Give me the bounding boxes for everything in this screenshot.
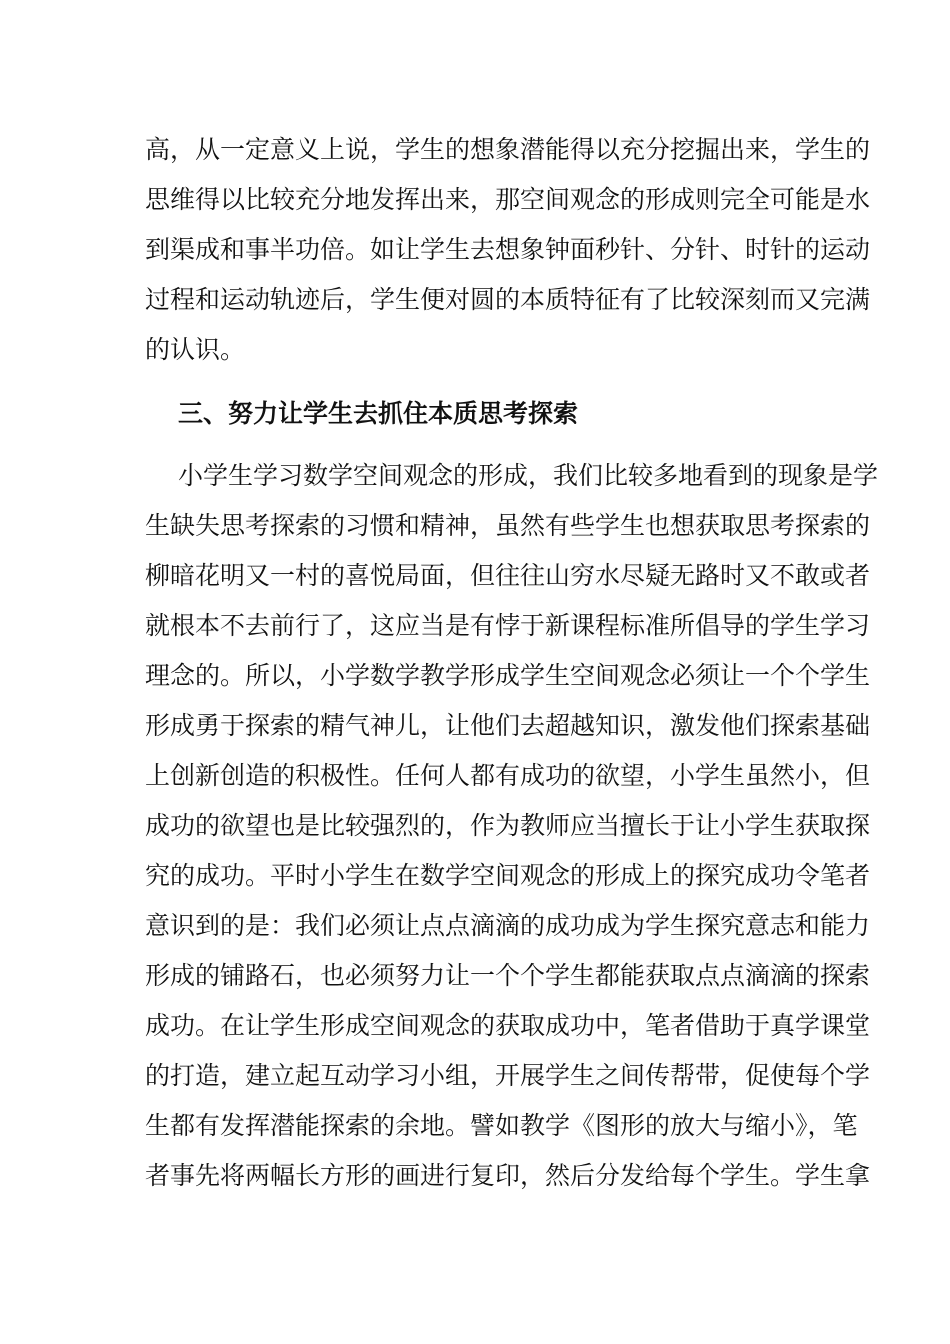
- text-line: 到渠成和事半功倍。如让学生去想象钟面秒针、分针、时针的运动: [145, 235, 871, 264]
- text-line: 生缺失思考探索的习惯和精神，虽然有些学生也想获取思考探索的: [145, 511, 871, 540]
- text-line: 思维得以比较充分地发挥出来，那空间观念的形成则完全可能是水: [145, 185, 871, 214]
- text-line: 究的成功。平时小学生在数学空间观念的形成上的探究成功令笔者: [145, 861, 871, 890]
- text-line: 意识到的是：我们必须让点点滴滴的成功成为学生探究意志和能力: [145, 911, 871, 940]
- text-line: 小学生学习数学空间观念的形成，我们比较多地看到的现象是学: [178, 461, 879, 490]
- text-line: 者事先将两幅长方形的画进行复印，然后分发给每个学生。学生拿: [145, 1161, 871, 1190]
- text-line: 柳暗花明又一村的喜悦局面，但往往山穷水尽疑无路时又不敢或者: [145, 561, 871, 590]
- text-line: 成功的欲望也是比较强烈的，作为教师应当擅长于让小学生获取探: [145, 811, 871, 840]
- text-line: 过程和运动轨迹后，学生便对圆的本质特征有了比较深刻而又完满: [145, 285, 871, 314]
- text-line: 形成勇于探索的精气神儿，让他们去超越知识，激发他们探索基础: [145, 711, 871, 740]
- text-line: 成功。在让学生形成空间观念的获取成功中，笔者借助于真学课堂: [145, 1011, 871, 1040]
- text-line: 上创新创造的积极性。任何人都有成功的欲望，小学生虽然小，但: [145, 761, 871, 790]
- section-heading: 三、努力让学生去抓住本质思考探索: [178, 399, 579, 428]
- text-line: 高，从一定意义上说，学生的想象潜能得以充分挖掘出来，学生的: [145, 135, 871, 164]
- text-line: 就根本不去前行了，这应当是有悖于新课程标准所倡导的学生学习: [145, 611, 871, 640]
- text-line: 的打造，建立起互动学习小组，开展学生之间传帮带，促使每个学: [145, 1061, 871, 1090]
- text-line: 理念的。所以，小学数学教学形成学生空间观念必须让一个个学生: [145, 661, 871, 690]
- text-line: 的认识。: [145, 335, 246, 364]
- text-line: 形成的铺路石，也必须努力让一个个学生都能获取点点滴滴的探索: [145, 961, 871, 990]
- text-line: 生都有发挥潜能探索的余地。譬如教学《图形的放大与缩小》，笔: [145, 1111, 858, 1140]
